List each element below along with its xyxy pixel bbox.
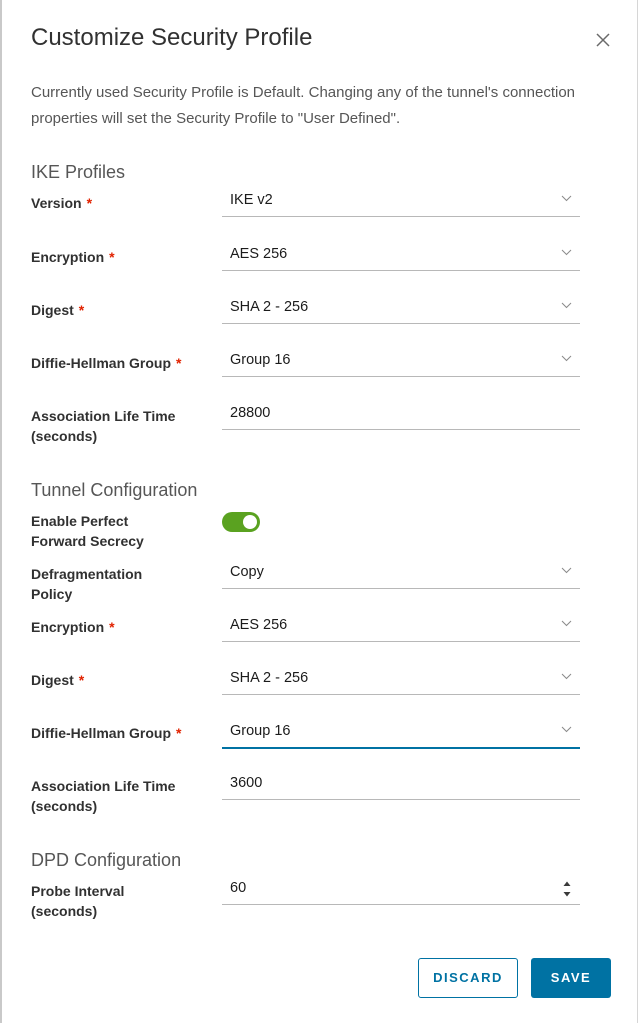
ike-lifetime-label: Association Life Time (seconds) [31, 408, 176, 444]
defrag-policy-label: Defragmentation Policy [31, 566, 143, 602]
dialog-description: Currently used Security Profile is Default. Changing any of the tunnel's connection properties will set the Security Profile to "User Defined". [31, 84, 575, 127]
ike-version-select[interactable] [222, 186, 580, 217]
chevron-down-icon [561, 249, 572, 256]
tunnel-encryption-label: Encryption * [31, 619, 115, 635]
ike-lifetime-input[interactable] [222, 399, 580, 430]
section-dpd-configuration: DPD Configuration [31, 850, 182, 870]
ike-dh-group-select[interactable] [222, 346, 580, 377]
chevron-down-icon [561, 620, 572, 627]
chevron-down-icon [561, 673, 572, 680]
required-marker: * [86, 195, 93, 211]
ike-lifetime-value: 28800 [230, 405, 271, 421]
required-marker: * [176, 725, 182, 741]
ike-digest-select[interactable] [222, 293, 580, 324]
dialog-left-border [0, 0, 2, 1023]
toggle-knob [243, 515, 257, 529]
required-marker: * [176, 355, 182, 371]
tunnel-encryption-value: AES 256 [230, 617, 288, 633]
ike-version-value: IKE v2 [230, 192, 273, 208]
required-marker: * [109, 249, 115, 265]
spinner-arrows-icon[interactable] [562, 878, 572, 900]
required-marker: * [78, 302, 85, 318]
tunnel-digest-value: SHA 2 - 256 [230, 670, 309, 686]
ike-version-label: Version * [31, 195, 93, 211]
probe-interval-value: 60 [230, 880, 247, 896]
save-button[interactable]: SAVE [531, 958, 611, 998]
required-marker: * [109, 619, 115, 635]
pfs-label: Enable Perfect Forward Secrecy [31, 513, 144, 549]
close-icon[interactable] [594, 31, 612, 49]
pfs-toggle[interactable] [222, 512, 260, 532]
tunnel-lifetime-value: 3600 [230, 775, 263, 791]
tunnel-encryption-select[interactable] [222, 611, 580, 642]
ike-encryption-label: Encryption * [31, 249, 115, 265]
tunnel-lifetime-input[interactable] [222, 769, 580, 800]
probe-interval-input[interactable] [222, 874, 580, 905]
tunnel-lifetime-label: Association Life Time (seconds) [31, 778, 176, 814]
ike-dh-group-label: Diffie-Hellman Group * [31, 355, 182, 371]
section-ike-profiles: IKE Profiles [31, 162, 126, 182]
chevron-down-icon [561, 195, 572, 202]
ike-dh-group-value: Group 16 [230, 352, 291, 368]
chevron-down-icon [561, 567, 572, 574]
required-marker: * [78, 672, 85, 688]
tunnel-digest-label: Digest * [31, 672, 85, 688]
ike-digest-label: Digest * [31, 302, 85, 318]
tunnel-digest-select[interactable] [222, 664, 580, 695]
probe-interval-label: Probe Interval (seconds) [31, 883, 125, 919]
tunnel-dh-group-select[interactable] [222, 717, 580, 749]
defrag-policy-select[interactable] [222, 558, 580, 589]
section-tunnel-configuration: Tunnel Configuration [31, 480, 198, 500]
tunnel-dh-group-label: Diffie-Hellman Group * [31, 725, 182, 741]
dialog-title: Customize Security Profile [31, 24, 313, 51]
ike-digest-value: SHA 2 - 256 [230, 299, 309, 315]
defrag-policy-value: Copy [230, 564, 264, 580]
discard-button[interactable]: DISCARD [418, 958, 518, 998]
chevron-down-icon [561, 726, 572, 733]
chevron-down-icon [561, 302, 572, 309]
tunnel-dh-group-value: Group 16 [230, 723, 291, 739]
chevron-down-icon [561, 355, 572, 362]
ike-encryption-value: AES 256 [230, 246, 288, 262]
ike-encryption-select[interactable] [222, 240, 580, 271]
